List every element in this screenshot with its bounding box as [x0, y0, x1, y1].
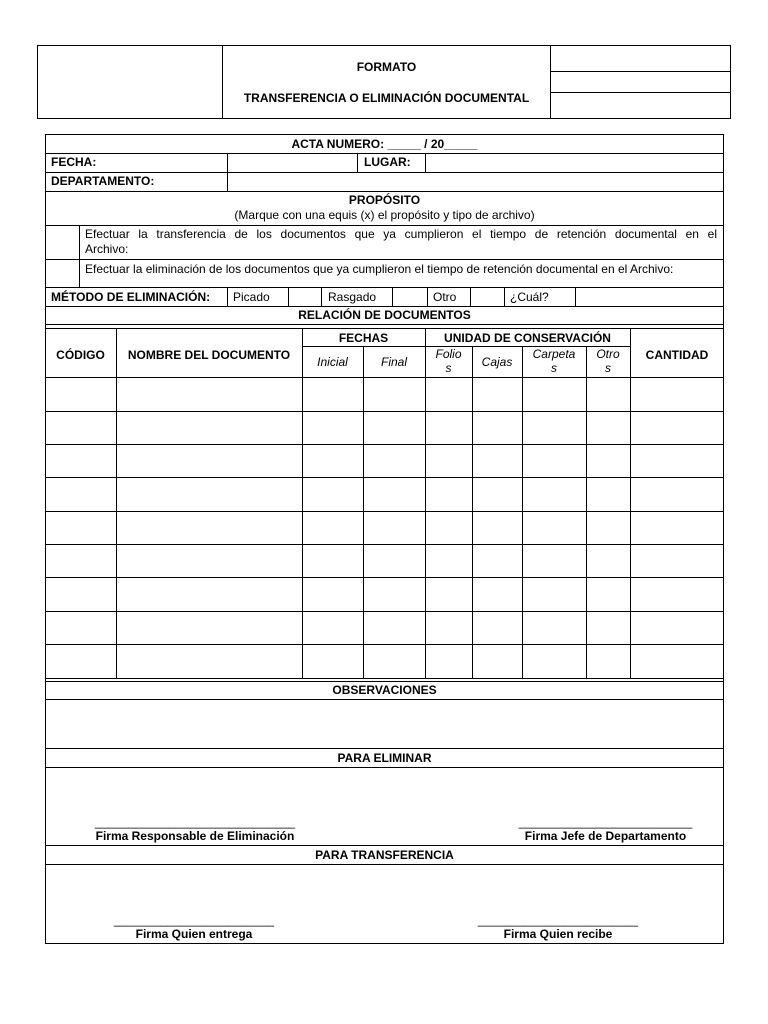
- metodo-cual: ¿Cuál?: [510, 290, 549, 304]
- header-subtitle: TRANSFERENCIA O ELIMINACIÓN DOCUMENTAL: [243, 91, 530, 105]
- firma-jefe-line: __________________________: [518, 815, 693, 829]
- firma-entrega-line: ________________________: [113, 913, 275, 927]
- header-table: [37, 45, 731, 119]
- metodo-label: MÉTODO DE ELIMINACIÓN:: [51, 290, 211, 304]
- metodo-otro: Otro: [433, 290, 457, 304]
- firma-jefe-label: Firma Jefe de Departamento: [524, 829, 687, 843]
- observaciones-field[interactable]: [46, 700, 723, 748]
- table-row[interactable]: [46, 378, 723, 411]
- checkbox-eliminacion[interactable]: [46, 260, 79, 287]
- proposito-title: PROPÓSITO: [348, 193, 421, 207]
- table-row[interactable]: [46, 545, 723, 577]
- metodo-rasgado: Rasgado: [328, 290, 377, 304]
- checkbox-rasgado[interactable]: [393, 288, 427, 306]
- table-row[interactable]: [46, 412, 723, 444]
- col-cajas: Cajas: [481, 355, 513, 369]
- metodo-picado: Picado: [233, 290, 270, 304]
- table-row[interactable]: [46, 512, 723, 544]
- cual-field[interactable]: [576, 288, 723, 306]
- table-row[interactable]: [46, 612, 723, 644]
- option-transferencia-line2: Archivo:: [85, 242, 129, 256]
- option-eliminacion: Efectuar la eliminación de los documentos que ya cumplieron el tiempo de retención documental en el Archivo:: [85, 262, 674, 276]
- firma-recibe-label: Firma Quien recibe: [503, 927, 613, 941]
- col-folios-2: s: [445, 361, 452, 375]
- acta-numero: ACTA NUMERO: _____ / 20_____: [291, 137, 478, 151]
- lugar-field[interactable]: [426, 154, 723, 172]
- firma-entrega-label: Firma Quien entrega: [135, 927, 253, 941]
- col-fechas: FECHAS: [338, 331, 389, 345]
- col-otros-1: Otro: [596, 347, 620, 361]
- fecha-field[interactable]: [228, 154, 357, 172]
- para-eliminar-title: PARA ELIMINAR: [337, 751, 432, 765]
- checkbox-picado[interactable]: [289, 288, 321, 306]
- fecha-label: FECHA:: [51, 155, 97, 169]
- col-unidad: UNIDAD DE CONSERVACIÓN: [444, 331, 611, 345]
- col-otros-2: s: [605, 361, 611, 375]
- col-cantidad: CANTIDAD: [645, 348, 709, 362]
- observaciones-title: OBSERVACIONES: [332, 683, 437, 697]
- checkbox-transferencia[interactable]: [46, 226, 79, 259]
- col-nombre: NOMBRE DEL DOCUMENTO: [127, 348, 291, 362]
- table-row[interactable]: [46, 578, 723, 611]
- col-codigo: CÓDIGO: [56, 348, 105, 362]
- option-transferencia-line1: Efectuar la transferencia de los documentos que ya cumplieron el tiempo de retención documental en el: [85, 227, 717, 241]
- col-carpetas-2: s: [551, 361, 557, 375]
- table-row[interactable]: [46, 445, 723, 477]
- firma-responsable-line: ______________________________: [94, 815, 296, 829]
- col-folios-1: Folio: [435, 347, 462, 361]
- firma-recibe-line: ________________________: [477, 913, 639, 927]
- col-inicial: Inicial: [317, 355, 348, 369]
- relacion-title: RELACIÓN DE DOCUMENTOS: [298, 308, 471, 322]
- checkbox-otro[interactable]: [471, 288, 504, 306]
- departamento-label: DEPARTAMENTO:: [51, 174, 155, 188]
- proposito-subtitle: (Marque con una equis (x) el propósito y tipo de archivo): [234, 208, 535, 222]
- col-final: Final: [380, 355, 407, 369]
- firma-responsable-label: Firma Responsable de Eliminación: [95, 829, 295, 843]
- departamento-field[interactable]: [228, 173, 723, 191]
- header-title: FORMATO: [356, 60, 417, 74]
- table-row[interactable]: [46, 645, 723, 678]
- table-row[interactable]: [46, 478, 723, 511]
- col-carpetas-1: Carpeta: [532, 347, 576, 361]
- para-transferencia-title: PARA TRANSFERENCIA: [315, 848, 454, 862]
- lugar-label: LUGAR:: [364, 155, 411, 169]
